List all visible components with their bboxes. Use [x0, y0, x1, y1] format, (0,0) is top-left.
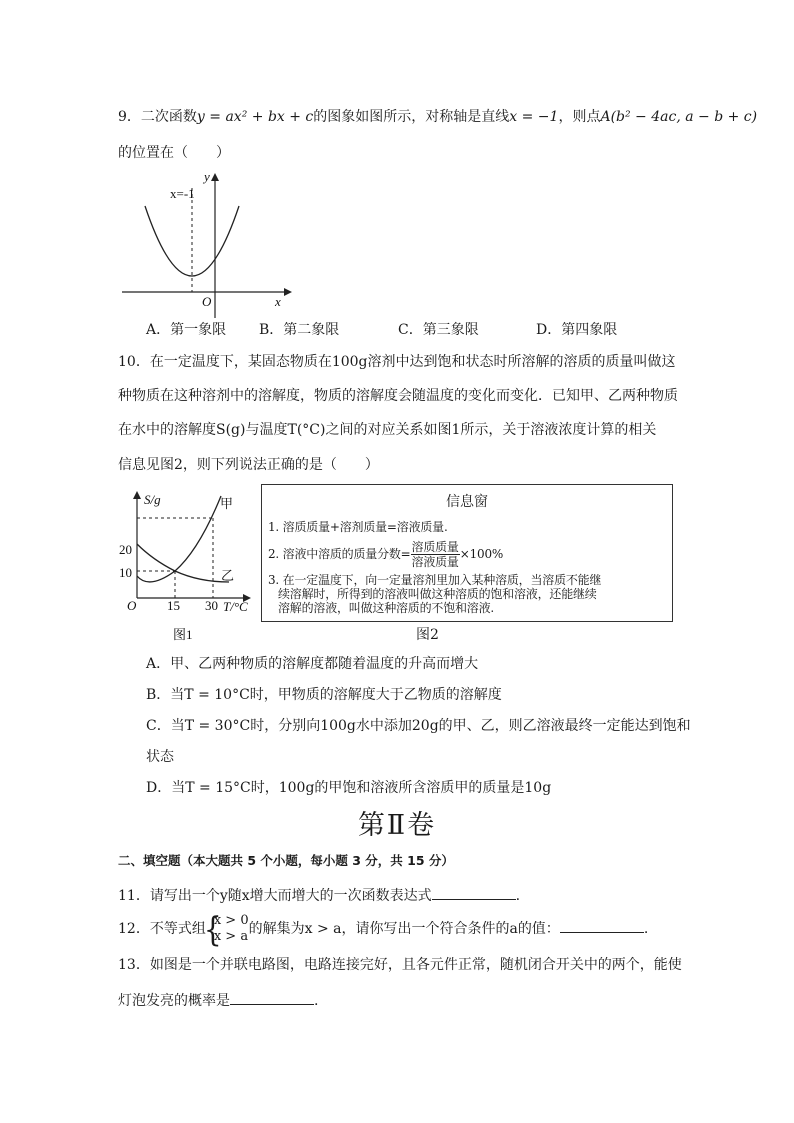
info-window-title: 信息窗: [446, 494, 488, 510]
q10-option-a: A．甲、乙两种物质的溶解度都随着温度的升高而增大: [146, 656, 479, 672]
symmetry-axis-label: x=-1: [170, 186, 195, 201]
y-tick-20: 20: [119, 542, 132, 557]
section-title: 第Ⅱ卷: [357, 810, 437, 841]
solubility-graph: [117, 486, 259, 648]
info-item-2: 2. 溶液中溶质的质量分数= $\frac{\text{溶质质量}}{\text{溶液质量}}$ ×100%: [268, 540, 504, 569]
q10-option-c-line1: C．当T = 30°C时，分别向100g水中添加20g的甲、乙，则乙溶液最终一定能达到饱和: [146, 718, 691, 734]
info-item-3-line1: 3. 在一定温度下，向一定量溶剂里加入某种溶质，当溶质不能继: [268, 573, 602, 587]
figure1-caption: 图1: [173, 627, 193, 642]
info-item-3-line3: 溶解的溶液，叫做这种溶质的不饱和溶液.: [278, 601, 495, 615]
mass-fraction-formula: $\frac{\text{溶质质量}}{\text{溶液质量}}$: [411, 540, 459, 569]
q13-line2: 灯泡发亮的概率是 .: [118, 989, 318, 1011]
origin-label: O: [202, 294, 212, 309]
q10-option-d: D．当T = 15°C时，100g的甲饱和溶液所含溶质甲的质量是10g: [146, 780, 552, 796]
q9-function: y = ax² + bx + c: [196, 109, 314, 125]
q10-line1: 10．在一定温度下，某固态物质在100g溶剂中达到饱和状态时所溶解的溶质的质量叫做这: [118, 354, 676, 370]
x-axis-label: x: [275, 294, 281, 309]
q12-answer-blank[interactable]: [560, 917, 644, 933]
parabola-curve: [145, 206, 239, 276]
parabola-graph: [118, 168, 298, 320]
q10-option-b: B．当T = 10°C时，甲物质的溶解度大于乙物质的溶解度: [146, 687, 502, 703]
x-tick-30: 30: [205, 598, 218, 613]
figure2-caption: 图2: [416, 627, 439, 643]
q9-option-b: B．第二象限: [259, 322, 340, 338]
y-axis-arrow-icon: [211, 173, 219, 181]
q11: 11．请写出一个y随x增大而增大的一次函数表达式 .: [118, 884, 520, 906]
q13-answer-blank[interactable]: [230, 989, 314, 1005]
y-axis-label: y: [204, 169, 210, 184]
info-item-3-line2: 续溶解时，所得到的溶液叫做这种溶质的饱和溶液，还能继续: [278, 587, 597, 601]
q9-option-c: C．第三象限: [398, 322, 479, 338]
q10-line2: 种物质在这种溶剂中的溶解度，物质的溶解度会随温度的变化而变化．已知甲、乙两种物质: [118, 388, 678, 404]
q9-line1: 9．二次函数y = ax² + bx + c的图象如图所示，对称轴是直线x = −1，则点A(b² − 4ac, a − b + c): [118, 109, 758, 125]
x-axis-arrow-icon: [284, 288, 292, 296]
q9-option-a: A．第一象限: [146, 322, 227, 338]
q12: 12．不等式组 { x > 0 x > a 的解集为x > a，请你写出一个符合条件的a的值： .: [118, 912, 648, 946]
x-tick-15: 15: [167, 598, 180, 613]
curve-jia-label: 甲: [220, 496, 234, 511]
q9-option-d: D．第四象限: [536, 322, 618, 338]
t-axis-label: T/°C: [223, 599, 248, 614]
q10-line4: 信息见图2，则下列说法正确的是（ ）: [118, 457, 379, 473]
curve-yi-label: 乙: [221, 568, 235, 583]
curve-jia: [137, 496, 221, 582]
info-item-1: 1. 溶质质量+溶剂质量=溶液质量.: [268, 520, 448, 534]
s-axis-label: S/g: [144, 492, 161, 507]
inequality-system: { x > 0 x > a: [206, 913, 249, 945]
q9-point: A(b² − 4ac, a − b + c): [600, 109, 758, 125]
origin-label: O: [127, 598, 137, 613]
q11-answer-blank[interactable]: [432, 884, 516, 900]
q10-option-c-line2: 状态: [146, 749, 174, 765]
y-tick-10: 10: [119, 565, 132, 580]
info-window: [261, 484, 673, 622]
section-heading: 二、填空题（本大题共 5 个小题，每小题 3 分，共 15 分）: [118, 853, 454, 868]
q10-line3: 在水中的溶解度S(g)与温度T(°C)之间的对应关系如图1所示，关于溶液浓度计算的相关: [118, 422, 657, 438]
s-axis-arrow-icon: [133, 491, 141, 499]
q9-axis: x = −1: [509, 109, 559, 125]
q13-line1: 13．如图是一个并联电路图，电路连接完好，且各元件正常，随机闭合开关中的两个，能使: [118, 957, 682, 973]
q9-line2: 的位置在（ ）: [118, 145, 230, 161]
